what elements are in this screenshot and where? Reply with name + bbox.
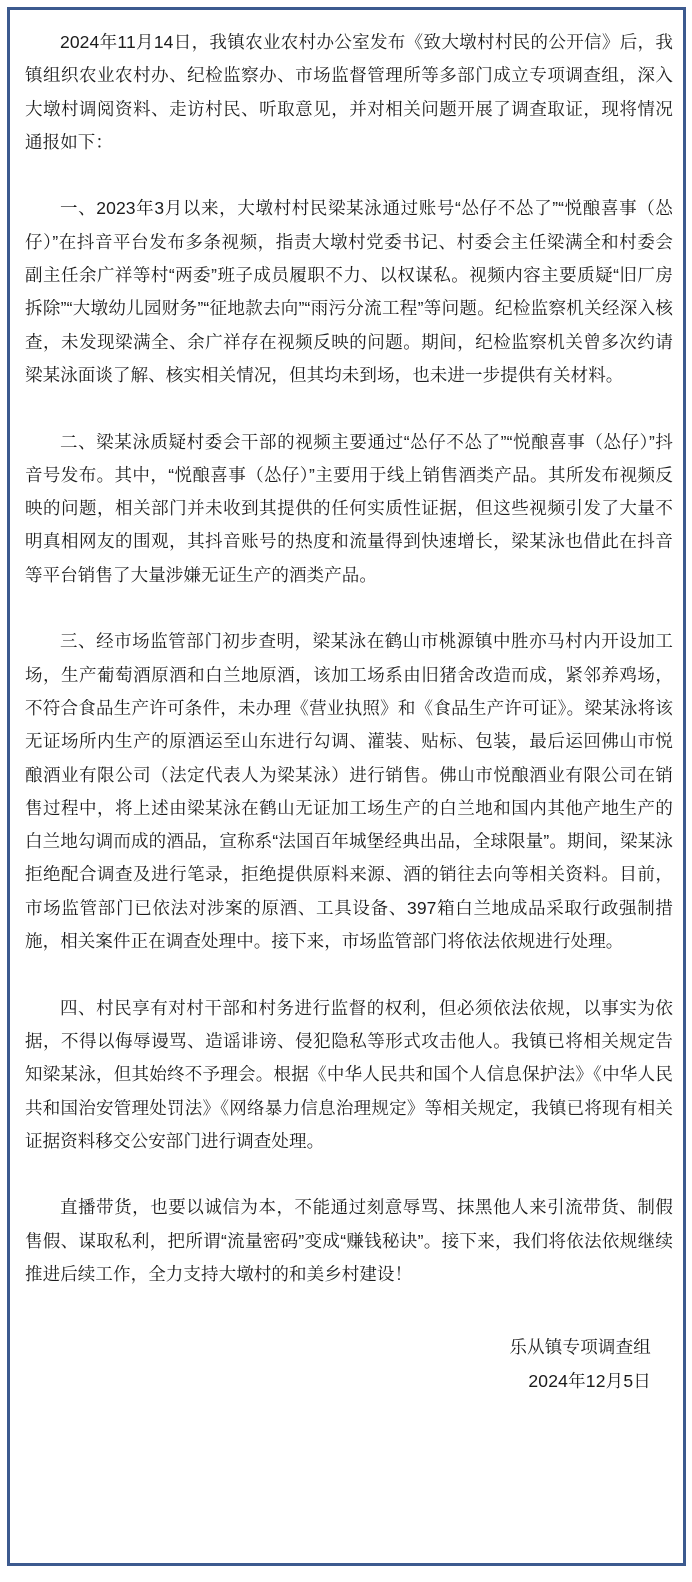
paragraph-item-3: 三、经市场监管部门初步查明，梁某泳在鹤山市桃源镇中胜亦马村内开设加工场，生产葡萄酒原酒和白兰地原酒，该加工场系由旧猪舍改造而成，紧邻养鸡场，不符合食品生产许可条件，未办理《营业执照》和《食品生产许可证》。梁某泳将该无证场所内生产的原酒运至山东进行勾调、灌装、贴标、包装，最后运回佛山市悦酿酒业有限公司（法定代表人为梁某泳）进行销售。佛山市悦酿酒业有限公司在销售过程中，将上述由梁某泳在鹤山无证加工场生产的白兰地和国内其他产地生产的白兰地勾调而成的酒品，宣称系“法国百年城堡经典出品，全球限量”。期间，梁某泳拒绝配合调查及进行笔录，拒绝提供原料来源、酒的销往去向等相关资料。目前，市场监管部门已依法对涉案的原酒、工具设备、397箱白兰地成品采取行政强制措施，相关案件正在调查处理中。接下来，市场监管部门将依法依规进行处理。	[25, 631, 673, 952]
paragraph-intro: 2024年11月14日，我镇农业农村办公室发布《致大墩村村民的公开信》后，我镇组织农业农村办、纪检监察办、市场监督管理所等多部门成立专项调查组，深入大墩村调阅资料、走访村民、听取意见，并对相关问题开展了调查取证，现将情况通报如下：	[25, 32, 673, 152]
paragraph-closing: 直播带货，也要以诚信为本，不能通过刻意辱骂、抹黑他人来引流带货、制假售假、谋取私利，把所谓“流量密码”变成“赚钱秘诀”。接下来，我们将依法依规继续推进后续工作，全力支持大墩村的和美乡村建设！	[25, 1197, 673, 1284]
signature-date: 2024年12月5日	[528, 1370, 651, 1391]
signature-block	[25, 1331, 673, 1398]
paragraph-item-2: 二、梁某泳质疑村委会干部的视频主要通过“怂仔不怂了”“悦酿喜事（怂仔）”抖音号发布。其中，“悦酿喜事（怂仔）”主要用于线上销售酒类产品。其所发布视频反映的问题，相关部门并未收到其提供的任何实质性证据，但这些视频引发了大量不明真相网友的围观，其抖音账号的热度和流量得到快速增长，梁某泳也借此在抖音等平台销售了大量涉嫌无证生产的酒类产品。	[25, 431, 673, 585]
notice-frame	[7, 7, 686, 1566]
signature-issuer: 乐从镇专项调查组	[509, 1337, 651, 1358]
notice-body	[25, 18, 673, 1398]
paragraph-item-1: 一、2023年3月以来，大墩村村民梁某泳通过账号“怂仔不怂了”“悦酿喜事（怂仔）”在抖音平台发布多条视频，指责大墩村党委书记、村委会主任梁满全和村委会副主任余广祥等村“两委”班子成员履职不力、以权谋私。视频内容主要质疑“旧厂房拆除”“大墩幼儿园财务”“征地款去向”“雨污分流工程”等问题。纪检监察机关经深入核查，未发现梁满全、余广祥存在视频反映的问题。期间，纪检监察机关曾多次约请梁某泳面谈了解、核实相关情况，但其均未到场，也未进一步提供有关材料。	[25, 198, 673, 385]
paragraph-item-4: 四、村民享有对村干部和村务进行监督的权利，但必须依法依规，以事实为依据，不得以侮辱谩骂、造谣诽谤、侵犯隐私等形式攻击他人。我镇已将相关规定告知梁某泳，但其始终不予理会。根据《中华人民共和国个人信息保护法》《中华人民共和国治安管理处罚法》《网络暴力信息治理规定》等相关规定，我镇已将现有相关证据资料移交公安部门进行调查处理。	[25, 997, 673, 1151]
top-spacer	[25, 18, 673, 26]
